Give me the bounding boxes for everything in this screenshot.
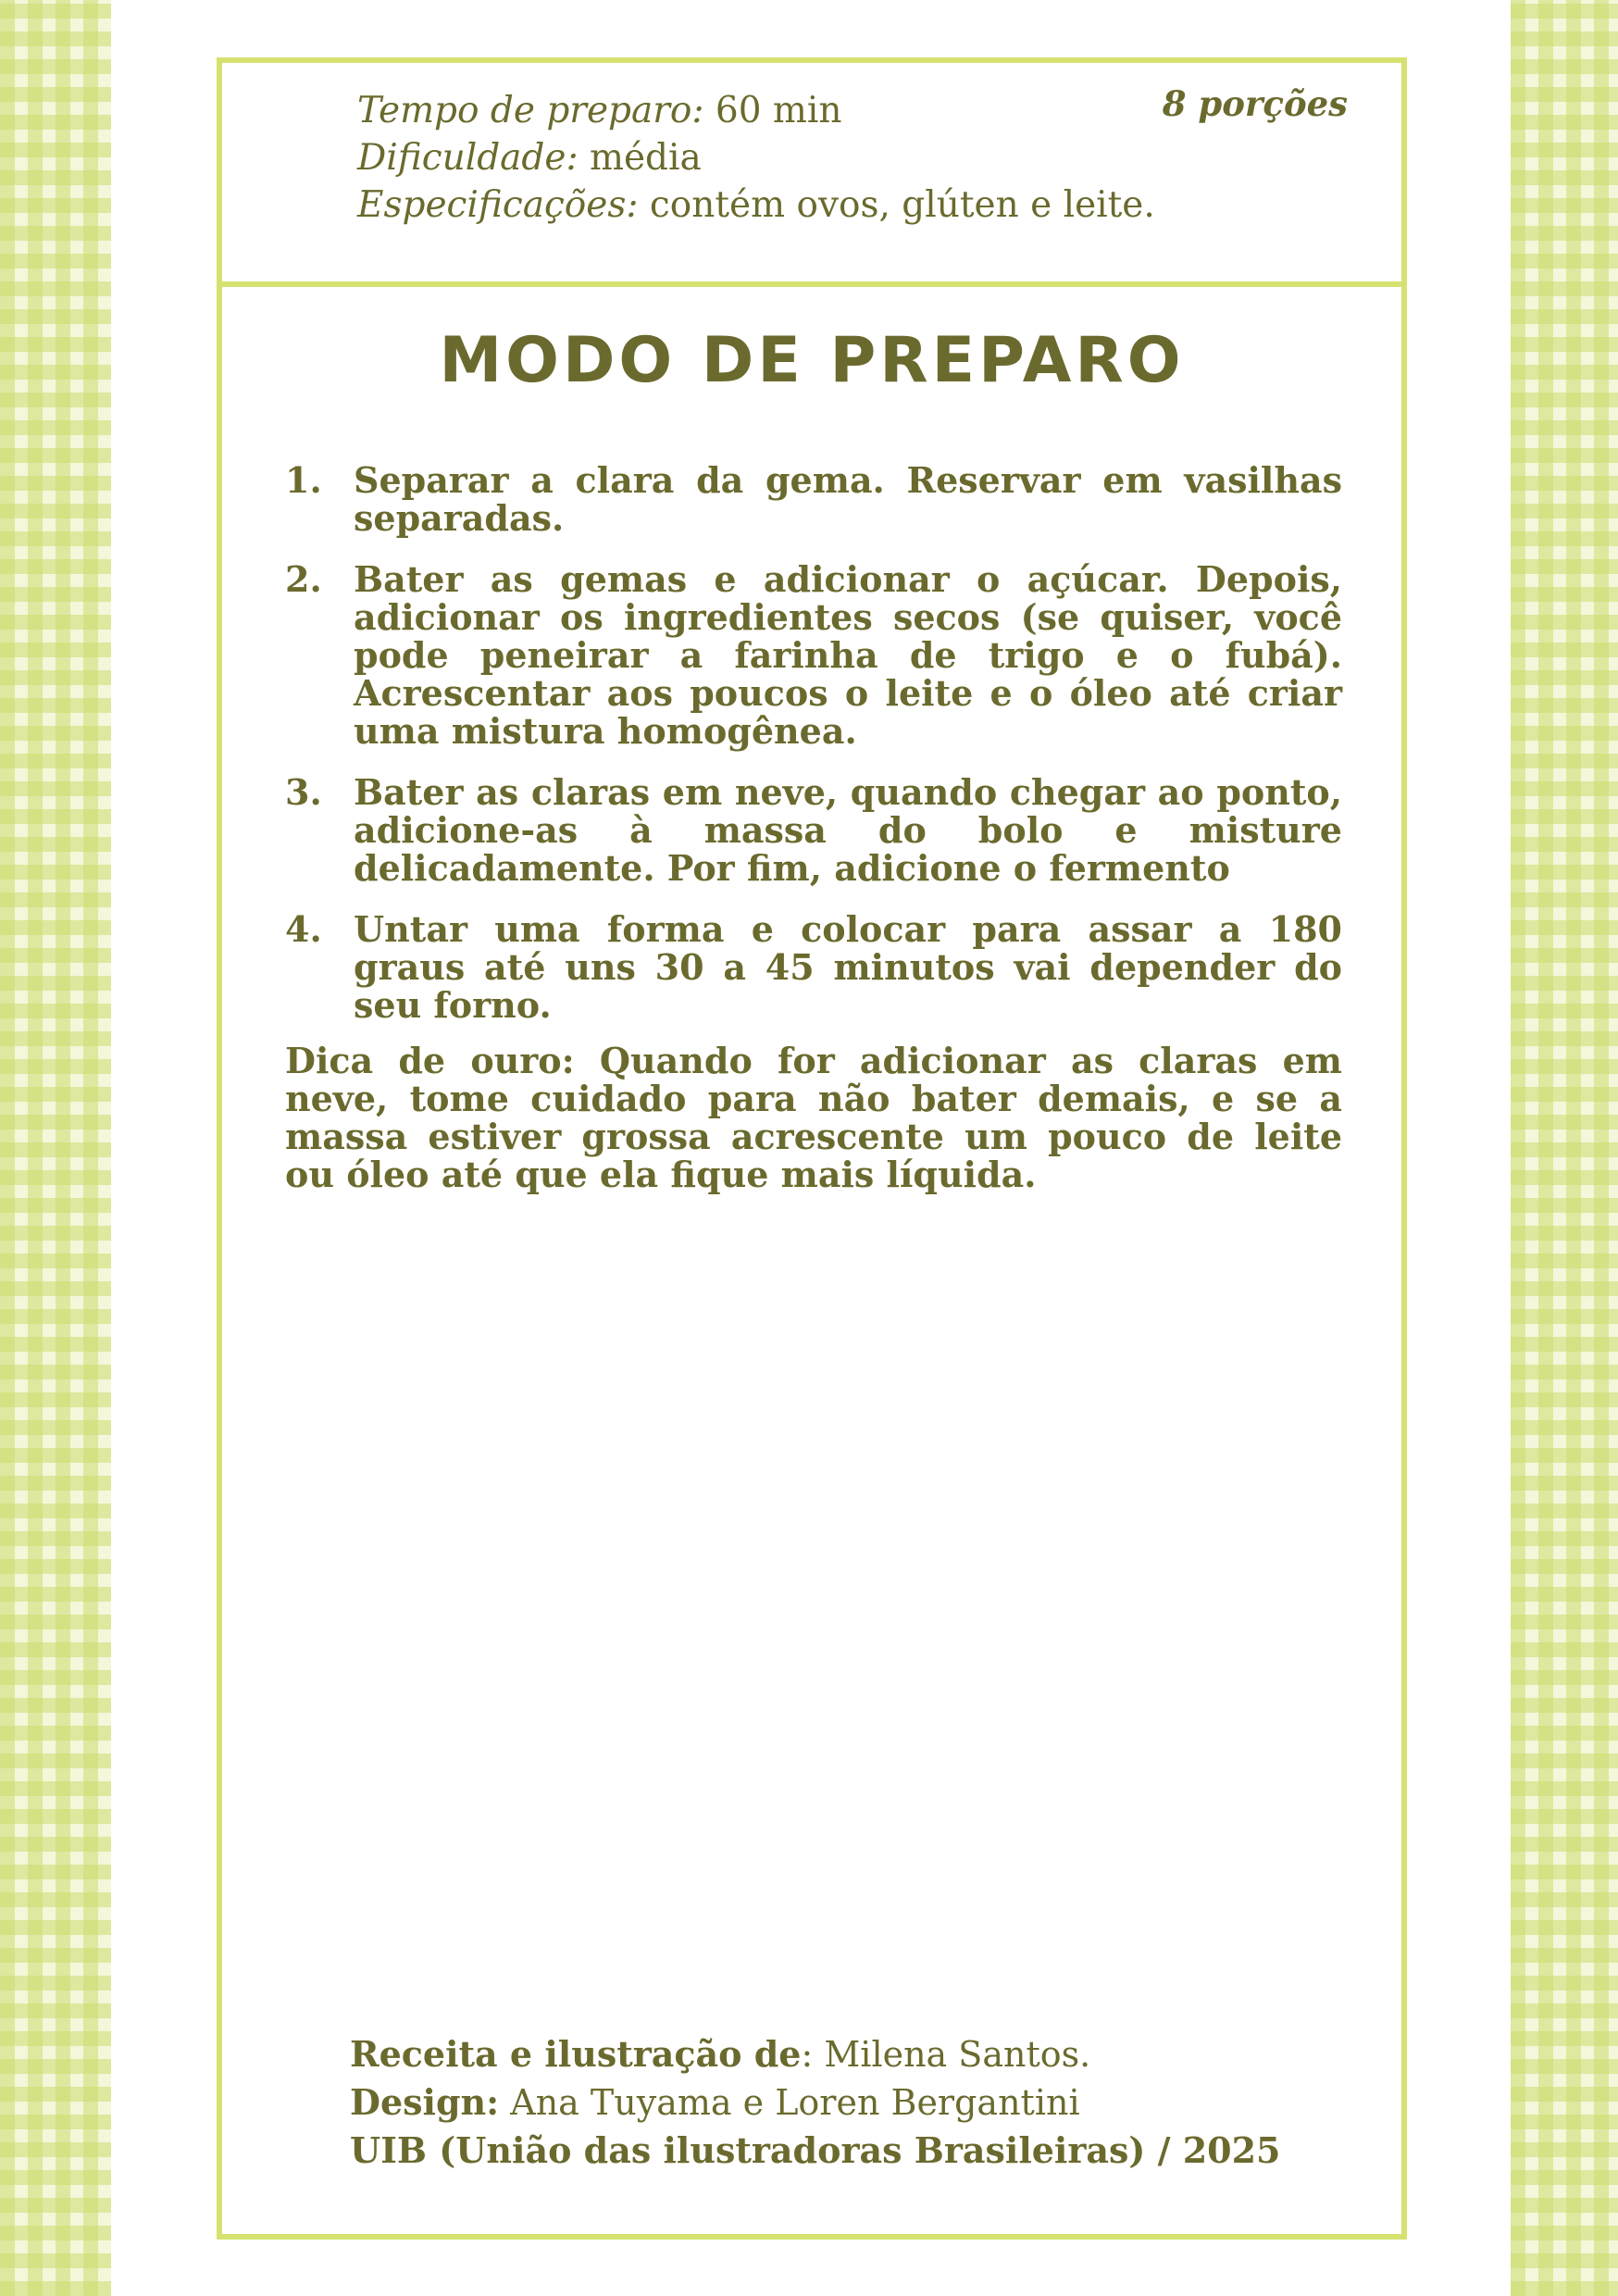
specs-value: contém ovos, glúten e leite. (649, 184, 1155, 226)
step-text: Bater as gemas e adicionar o açúcar. Depois, adicionar os ingredientes secos (se quiser, você pode peneirar a farinha de trigo e o fubá). Acrescentar aos poucos o leite e o óleo até criar uma mistura homogênea. (354, 558, 1342, 752)
prep-time-label: Tempo de preparo: (357, 90, 704, 131)
golden-tip: Dica de ouro: Quando for adicionar as claras em neve, tome cuidado para não bater demais, e se a massa estiver grossa acrescente um pouco de leite ou óleo até que ela fique mais líquida. (285, 1040, 1342, 1195)
difficulty-value: média (590, 137, 702, 179)
step-text: Untar uma forma e colocar para assar a 180 graus até uns 30 a 45 minutos vai depender do seu forno. (354, 908, 1342, 1026)
steps-list (285, 461, 1342, 1047)
plaid-border-right (1511, 0, 1618, 2296)
design-credit-value: Ana Tuyama e Loren Bergantini (499, 2082, 1080, 2123)
step-number: 2. (285, 558, 322, 600)
recipe-credit-value: : Milena Santos. (801, 2034, 1091, 2075)
prep-time-value: 60 min (715, 90, 842, 131)
design-credit-label: Design: (350, 2081, 500, 2123)
recipe-credit-line (350, 2030, 1280, 2078)
difficulty-label: Dificuldade: (357, 137, 579, 179)
design-credit-line (350, 2078, 1280, 2127)
step-number: 1. (285, 459, 322, 501)
credits (350, 2030, 1280, 2175)
recipe-meta (357, 87, 1155, 229)
plaid-border-left (0, 0, 111, 2296)
org-credit-line (350, 2127, 1280, 2175)
step-item (285, 461, 1342, 537)
portions-badge: 8 porções (1162, 83, 1348, 124)
step-number: 4. (285, 908, 322, 950)
recipe-card (217, 57, 1407, 2240)
step-text: Separar a clara da gema. Reservar em vasilhas separadas. (354, 459, 1342, 539)
specs-label: Especificações: (357, 184, 639, 226)
recipe-meta-header (222, 63, 1401, 287)
step-item (285, 560, 1342, 750)
step-item (285, 773, 1342, 887)
step-item (285, 910, 1342, 1024)
step-number: 3. (285, 771, 322, 813)
specs-line (357, 181, 1155, 229)
org-credit: UIB (União das ilustradoras Brasileiras) / 2025 (350, 2129, 1281, 2171)
step-text: Bater as claras em neve, quando chegar ao ponto, adicione-as à massa do bolo e misture delicadamente. Por fim, adicione o fermento (354, 771, 1342, 889)
difficulty-line (357, 134, 1155, 181)
recipe-credit-label: Receita e ilustração de (350, 2033, 802, 2075)
section-title: MODO DE PREPARO (439, 324, 1185, 397)
prep-time-line (357, 87, 1155, 134)
